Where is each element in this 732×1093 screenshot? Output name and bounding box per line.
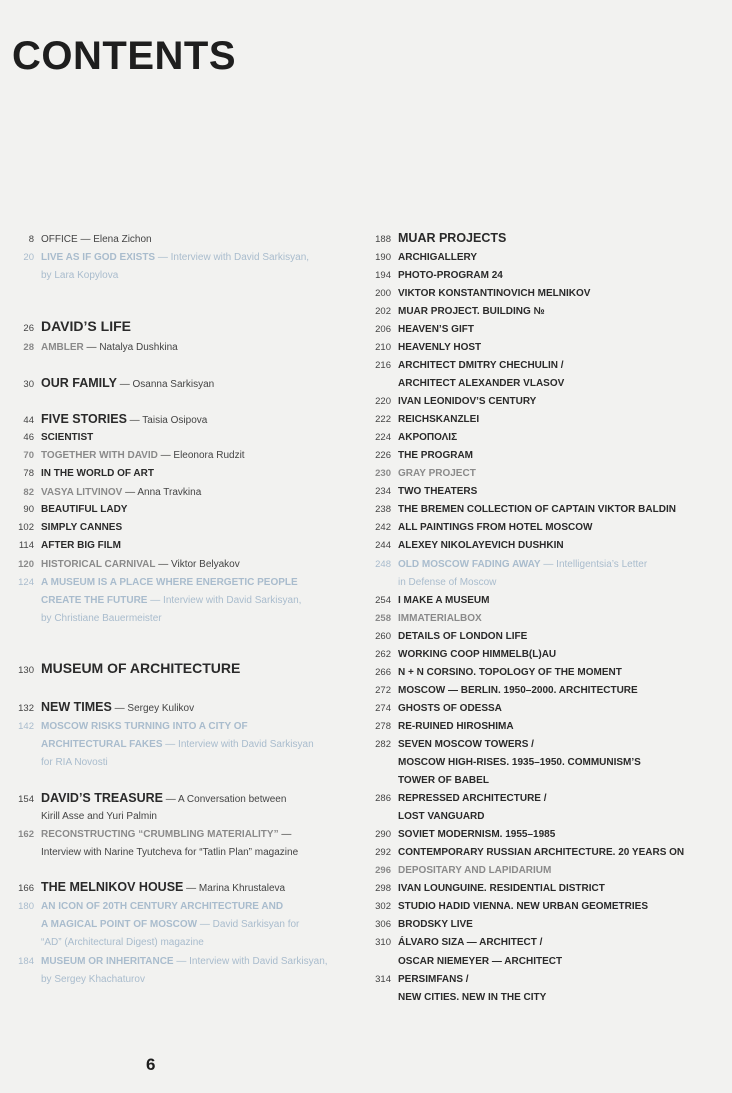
toc-entry — [375, 305, 545, 319]
toc-entry — [23, 318, 131, 336]
toc-page-number: 310 — [375, 937, 391, 948]
toc-title: GRAY PROJECT — [398, 468, 476, 479]
toc-entry — [41, 756, 108, 770]
toc-title: THE PROGRAM — [398, 450, 473, 461]
toc-credit: — Intelligentsia’s Letter — [540, 559, 648, 570]
toc-title: DEPOSITARY AND LAPIDARIUM — [398, 865, 552, 876]
toc-entry — [375, 612, 482, 626]
toc-page-number: 286 — [375, 793, 391, 804]
toc-title: MUAR PROJECTS — [398, 231, 507, 245]
toc-entry — [18, 900, 284, 914]
toc-page-number: 254 — [375, 595, 391, 606]
toc-entry — [41, 846, 298, 860]
toc-page-number: 78 — [23, 468, 34, 479]
toc-entry — [18, 700, 195, 716]
toc-title: I MAKE A MUSEUM — [398, 595, 490, 606]
toc-title: THE MELNIKOV HOUSE — [41, 880, 184, 894]
toc-entry — [18, 880, 286, 896]
toc-entry — [23, 341, 178, 355]
toc-page-number: 194 — [375, 270, 391, 281]
toc-title: AN ICON OF 20TH CENTURY ARCHITECTURE AND — [41, 901, 284, 912]
toc-entry — [23, 376, 215, 392]
toc-credit: — Interview with David Sarkisyan, — [173, 956, 328, 967]
toc-entry — [398, 810, 484, 824]
toc-credit: by Sergey Khachaturov — [41, 974, 145, 985]
toc-page-number: 302 — [375, 901, 391, 912]
toc-page-number: 70 — [23, 450, 34, 461]
page-title: CONTENTS — [12, 34, 236, 78]
toc-page-number: 202 — [375, 306, 391, 317]
toc-entry — [41, 612, 162, 626]
toc-credit: — Marina Khrustaleva — [183, 883, 286, 894]
toc-page-number: 90 — [23, 504, 34, 515]
toc-entry — [375, 467, 476, 481]
toc-title: OFFICE — [41, 234, 78, 245]
toc-entry — [41, 936, 204, 950]
toc-title: LOST VANGUARD — [398, 811, 485, 822]
toc-title: IVAN LEONIDOV’S CENTURY — [398, 396, 537, 407]
toc-page-number: 234 — [375, 486, 391, 497]
toc-entry — [398, 576, 496, 590]
toc-page-number: 220 — [375, 396, 391, 407]
toc-title: DAVID’S TREASURE — [41, 791, 164, 805]
toc-title: SIMPLY CANNES — [41, 522, 123, 533]
toc-page-number: 120 — [18, 559, 34, 570]
toc-entry — [28, 233, 152, 247]
toc-title: CREATE THE FUTURE — [41, 595, 148, 606]
toc-page-number: 224 — [375, 432, 391, 443]
toc-page-number: 226 — [375, 450, 391, 461]
toc-entry — [398, 756, 641, 770]
toc-title: MOSCOW HIGH-RISES. 1935–1950. COMMUNISM’S — [398, 757, 641, 768]
toc-credit: in Defense of Moscow — [398, 577, 497, 588]
toc-page-number: 188 — [375, 234, 391, 245]
toc-credit: Kirill Asse and Yuri Palmin — [41, 811, 157, 822]
toc-entry — [375, 864, 552, 878]
toc-credit: — Sergey Kulikov — [111, 703, 195, 714]
toc-title: MUAR PROJECT. BUILDING № — [398, 306, 545, 317]
toc-page-number: 132 — [18, 703, 34, 714]
toc-entry — [375, 846, 685, 860]
toc-entry — [375, 882, 605, 896]
toc-page-number: 210 — [375, 342, 391, 353]
toc-entry — [18, 955, 328, 969]
toc-entry — [18, 828, 292, 842]
toc-title: HEAVEN’S GIFT — [398, 324, 474, 335]
toc-page-number: 26 — [23, 323, 34, 334]
toc-page-number: 230 — [375, 468, 391, 479]
toc-entry — [375, 231, 507, 247]
toc-page-number: 30 — [23, 379, 34, 390]
toc-title: IVAN LOUNGUINE. RESIDENTIAL DISTRICT — [398, 883, 605, 894]
toc-entry — [398, 774, 489, 788]
toc-credit: — David Sarkisyan for — [197, 919, 300, 930]
toc-page-number: 8 — [28, 234, 34, 245]
toc-entry — [398, 955, 562, 969]
toc-page-number: 206 — [375, 324, 391, 335]
toc-entry — [375, 630, 528, 644]
toc-page-number: 20 — [23, 252, 34, 263]
toc-page-number: 222 — [375, 414, 391, 425]
toc-title: OSCAR NIEMEYER — ARCHITECT — [398, 956, 563, 967]
toc-credit: Interview with Narine Tyutcheva for “Tatlin Plan” magazine — [41, 847, 299, 858]
toc-title: THE BREMEN COLLECTION OF CAPTAIN VIKTOR BALDIN — [398, 504, 676, 515]
toc-title: HEAVENLY HOST — [398, 342, 482, 353]
toc-title: TOWER OF BABEL — [398, 775, 489, 786]
toc-entry — [23, 251, 310, 265]
toc-entry — [375, 828, 556, 842]
toc-title: BRODSKY LIVE — [398, 919, 473, 930]
toc-page-number: 154 — [18, 794, 34, 805]
toc-entry — [375, 594, 490, 608]
toc-entry — [41, 738, 314, 752]
toc-title: DAVID’S LIFE — [41, 318, 131, 334]
toc-entry — [375, 900, 649, 914]
toc-title: SCIENTIST — [41, 432, 94, 443]
toc-title: CONTEMPORARY RUSSIAN ARCHITECTURE. 20 YEARS ON — [398, 847, 685, 858]
toc-title: LIVE AS IF GOD EXISTS — [41, 252, 156, 263]
toc-page-number: 306 — [375, 919, 391, 930]
toc-entry — [375, 287, 591, 301]
toc-page-number: 238 — [375, 504, 391, 515]
toc-page-number: 242 — [375, 522, 391, 533]
toc-title: FIVE STORIES — [41, 412, 127, 426]
toc-page-number: 282 — [375, 739, 391, 750]
toc-entry — [41, 810, 157, 824]
toc-page-number: 244 — [375, 540, 391, 551]
toc-page-number: 46 — [23, 432, 34, 443]
toc-credit: — Taisia Osipova — [126, 415, 208, 426]
toc-page-number: 298 — [375, 883, 391, 894]
toc-entry — [23, 486, 202, 500]
toc-title: ARCHITECT ALEXANDER VLASOV — [398, 378, 565, 389]
toc-entry — [375, 413, 480, 427]
toc-entry — [375, 648, 557, 662]
toc-entry — [375, 792, 547, 806]
toc-title: RE-RUINED HIROSHIMA — [398, 721, 514, 732]
toc-entry — [375, 684, 638, 698]
toc-title: AFTER BIG FILM — [41, 540, 121, 551]
toc-credit: — Osanna Sarkisyan — [116, 379, 215, 390]
toc-title: ΑΚΡΟΠΟΛΙΣ — [398, 432, 458, 443]
toc-entry — [18, 539, 121, 553]
toc-page-number: 28 — [23, 342, 34, 353]
toc-credit: by Lara Kopylova — [41, 270, 119, 281]
toc-page-number: 292 — [375, 847, 391, 858]
toc-title: NEW CITIES. NEW IN THE CITY — [398, 992, 547, 1003]
toc-title: RECONSTRUCTING “CRUMBLING MATERIALITY” — [41, 829, 279, 840]
toc-credit: — Viktor Belyakov — [155, 559, 240, 570]
toc-credit: — Eleonora Rudzit — [157, 450, 245, 461]
toc-page-number: 130 — [18, 665, 34, 676]
toc-credit: by Christiane Bauermeister — [41, 613, 162, 624]
toc-page-number: 102 — [18, 522, 34, 533]
toc-page-number: 184 — [18, 956, 34, 967]
toc-entry — [375, 918, 473, 932]
toc-title: REICHSKANZLEI — [398, 414, 480, 425]
toc-credit: — Interview with David Sarkisyan, — [147, 595, 302, 606]
toc-title: IN THE WORLD OF ART — [41, 468, 154, 479]
toc-credit: — Anna Travkina — [122, 487, 202, 498]
toc-title: STUDIO HADID VIENNA. NEW URBAN GEOMETRIES — [398, 901, 649, 912]
toc-title: GHOSTS OF ODESSA — [398, 703, 502, 714]
toc-title: MUSEUM OR INHERITANCE — [41, 956, 174, 967]
toc-page-number: 180 — [18, 901, 34, 912]
toc-title: N + N CORSINO. TOPOLOGY OF THE MOMENT — [398, 667, 622, 678]
toc-entry — [375, 666, 622, 680]
toc-entry — [375, 702, 502, 716]
toc-entry — [41, 973, 145, 987]
toc-entry — [375, 341, 482, 355]
toc-entry — [375, 323, 474, 337]
toc-page-number: 166 — [18, 883, 34, 894]
toc-title: BEAUTIFUL LADY — [41, 504, 128, 515]
toc-entry — [23, 503, 128, 517]
toc-title: MOSCOW RISKS TURNING INTO A CITY OF — [41, 721, 248, 732]
toc-page-number: 262 — [375, 649, 391, 660]
toc-credit: — Natalya Dushkina — [83, 342, 178, 353]
toc-page-number: 114 — [18, 540, 34, 551]
toc-page-number: 190 — [375, 252, 391, 263]
toc-page-number: 162 — [18, 829, 34, 840]
toc-entry — [375, 973, 469, 987]
toc-page-number: 82 — [23, 487, 34, 498]
toc-entry — [23, 431, 94, 445]
toc-title: ARCHIGALLERY — [398, 252, 478, 263]
toc-title: VASYA LITVINOV — [41, 487, 123, 498]
toc-entry — [41, 269, 118, 283]
toc-title: MOSCOW — BERLIN. 1950–2000. ARCHITECTURE — [398, 685, 638, 696]
toc-title: OUR FAMILY — [41, 376, 117, 390]
toc-title: TWO THEATERS — [398, 486, 478, 497]
toc-entry — [18, 660, 241, 678]
toc-title: TOGETHER WITH DAVID — [41, 450, 158, 461]
toc-page-number: 272 — [375, 685, 391, 696]
toc-title: AMBLER — [41, 342, 84, 353]
toc-title: NEW TIMES — [41, 700, 112, 714]
toc-entry — [375, 936, 543, 950]
toc-entry — [23, 412, 208, 428]
toc-page-number: 314 — [375, 974, 391, 985]
toc-entry — [375, 738, 534, 752]
toc-page-number: 248 — [375, 559, 391, 570]
toc-entry — [375, 521, 593, 535]
toc-credit: — — [278, 829, 292, 840]
toc-title: ARCHITECTURAL FAKES — [41, 739, 163, 750]
toc-title: ÁLVARO SIZA — ARCHITECT / — [398, 937, 543, 948]
toc-entry — [23, 467, 154, 481]
toc-title: REPRESSED ARCHITECTURE / — [398, 793, 547, 804]
toc-entry — [18, 791, 287, 807]
toc-credit: — A Conversation between — [163, 794, 287, 805]
toc-page-number: 200 — [375, 288, 391, 299]
toc-entry — [18, 576, 298, 590]
toc-entry — [375, 431, 458, 445]
toc-title: PERSIMFANS / — [398, 974, 469, 985]
toc-page-number: 296 — [375, 865, 391, 876]
toc-entry — [23, 449, 245, 463]
toc-entry — [18, 558, 240, 572]
toc-entry — [375, 359, 564, 373]
toc-title: MUSEUM OF ARCHITECTURE — [41, 660, 241, 676]
toc-entry — [375, 539, 564, 553]
toc-credit: — Interview with David Sarkisyan — [162, 739, 314, 750]
toc-title: ARCHITECT DMITRY CHECHULIN / — [398, 360, 564, 371]
toc-entry — [398, 377, 564, 391]
toc-entry — [375, 720, 514, 734]
toc-page-number: 278 — [375, 721, 391, 732]
toc-page-number: 124 — [18, 577, 34, 588]
toc-entry — [375, 269, 503, 283]
toc-title: SOVIET MODERNISM. 1955–1985 — [398, 829, 556, 840]
toc-credit: — Elena Zichon — [77, 234, 152, 245]
toc-page-number: 266 — [375, 667, 391, 678]
toc-title: A MUSEUM IS A PLACE WHERE ENERGETIC PEOPLE — [41, 577, 298, 588]
toc-entry — [375, 395, 537, 409]
toc-page-number: 258 — [375, 613, 391, 624]
toc-credit: for RIA Novosti — [41, 757, 108, 768]
toc-title: HISTORICAL CARNIVAL — [41, 559, 156, 570]
toc-credit: “AD” (Architectural Digest) magazine — [41, 937, 204, 948]
toc-title: PHOTO-PROGRAM 24 — [398, 270, 503, 281]
toc-title: WORKING COOP HIMMELB(L)AU — [398, 649, 557, 660]
toc-page-number: 260 — [375, 631, 391, 642]
toc-entry — [375, 251, 478, 265]
toc-page-number: 44 — [23, 415, 34, 426]
toc-page-number: 216 — [375, 360, 391, 371]
toc-entry — [398, 991, 546, 1005]
toc-title: VIKTOR KONSTANTINOVICH MELNIKOV — [398, 288, 591, 299]
toc-page-number: 142 — [18, 721, 34, 732]
toc-title: OLD MOSCOW FADING AWAY — [398, 559, 541, 570]
toc-title: A MAGICAL POINT OF MOSCOW — [41, 919, 198, 930]
toc-title: DETAILS OF LONDON LIFE — [398, 631, 528, 642]
toc-entry — [375, 449, 473, 463]
toc-entry — [18, 720, 248, 734]
toc-entry — [41, 594, 301, 608]
toc-entry — [375, 503, 676, 517]
toc-entry — [18, 521, 123, 535]
page-number: 6 — [146, 1055, 156, 1074]
toc-title: ALEXEY NIKOLAYEVICH DUSHKIN — [398, 540, 564, 551]
toc-title: SEVEN MOSCOW TOWERS / — [398, 739, 534, 750]
toc-entry — [375, 485, 478, 499]
toc-title: ALL PAINTINGS FROM HOTEL MOSCOW — [398, 522, 593, 533]
toc-page-number: 290 — [375, 829, 391, 840]
toc-entry — [375, 558, 648, 572]
toc-credit: — Interview with David Sarkisyan, — [155, 252, 310, 263]
toc-title: IMMATERIALBOX — [398, 613, 482, 624]
toc-entry — [41, 918, 299, 932]
toc-page-number: 274 — [375, 703, 391, 714]
